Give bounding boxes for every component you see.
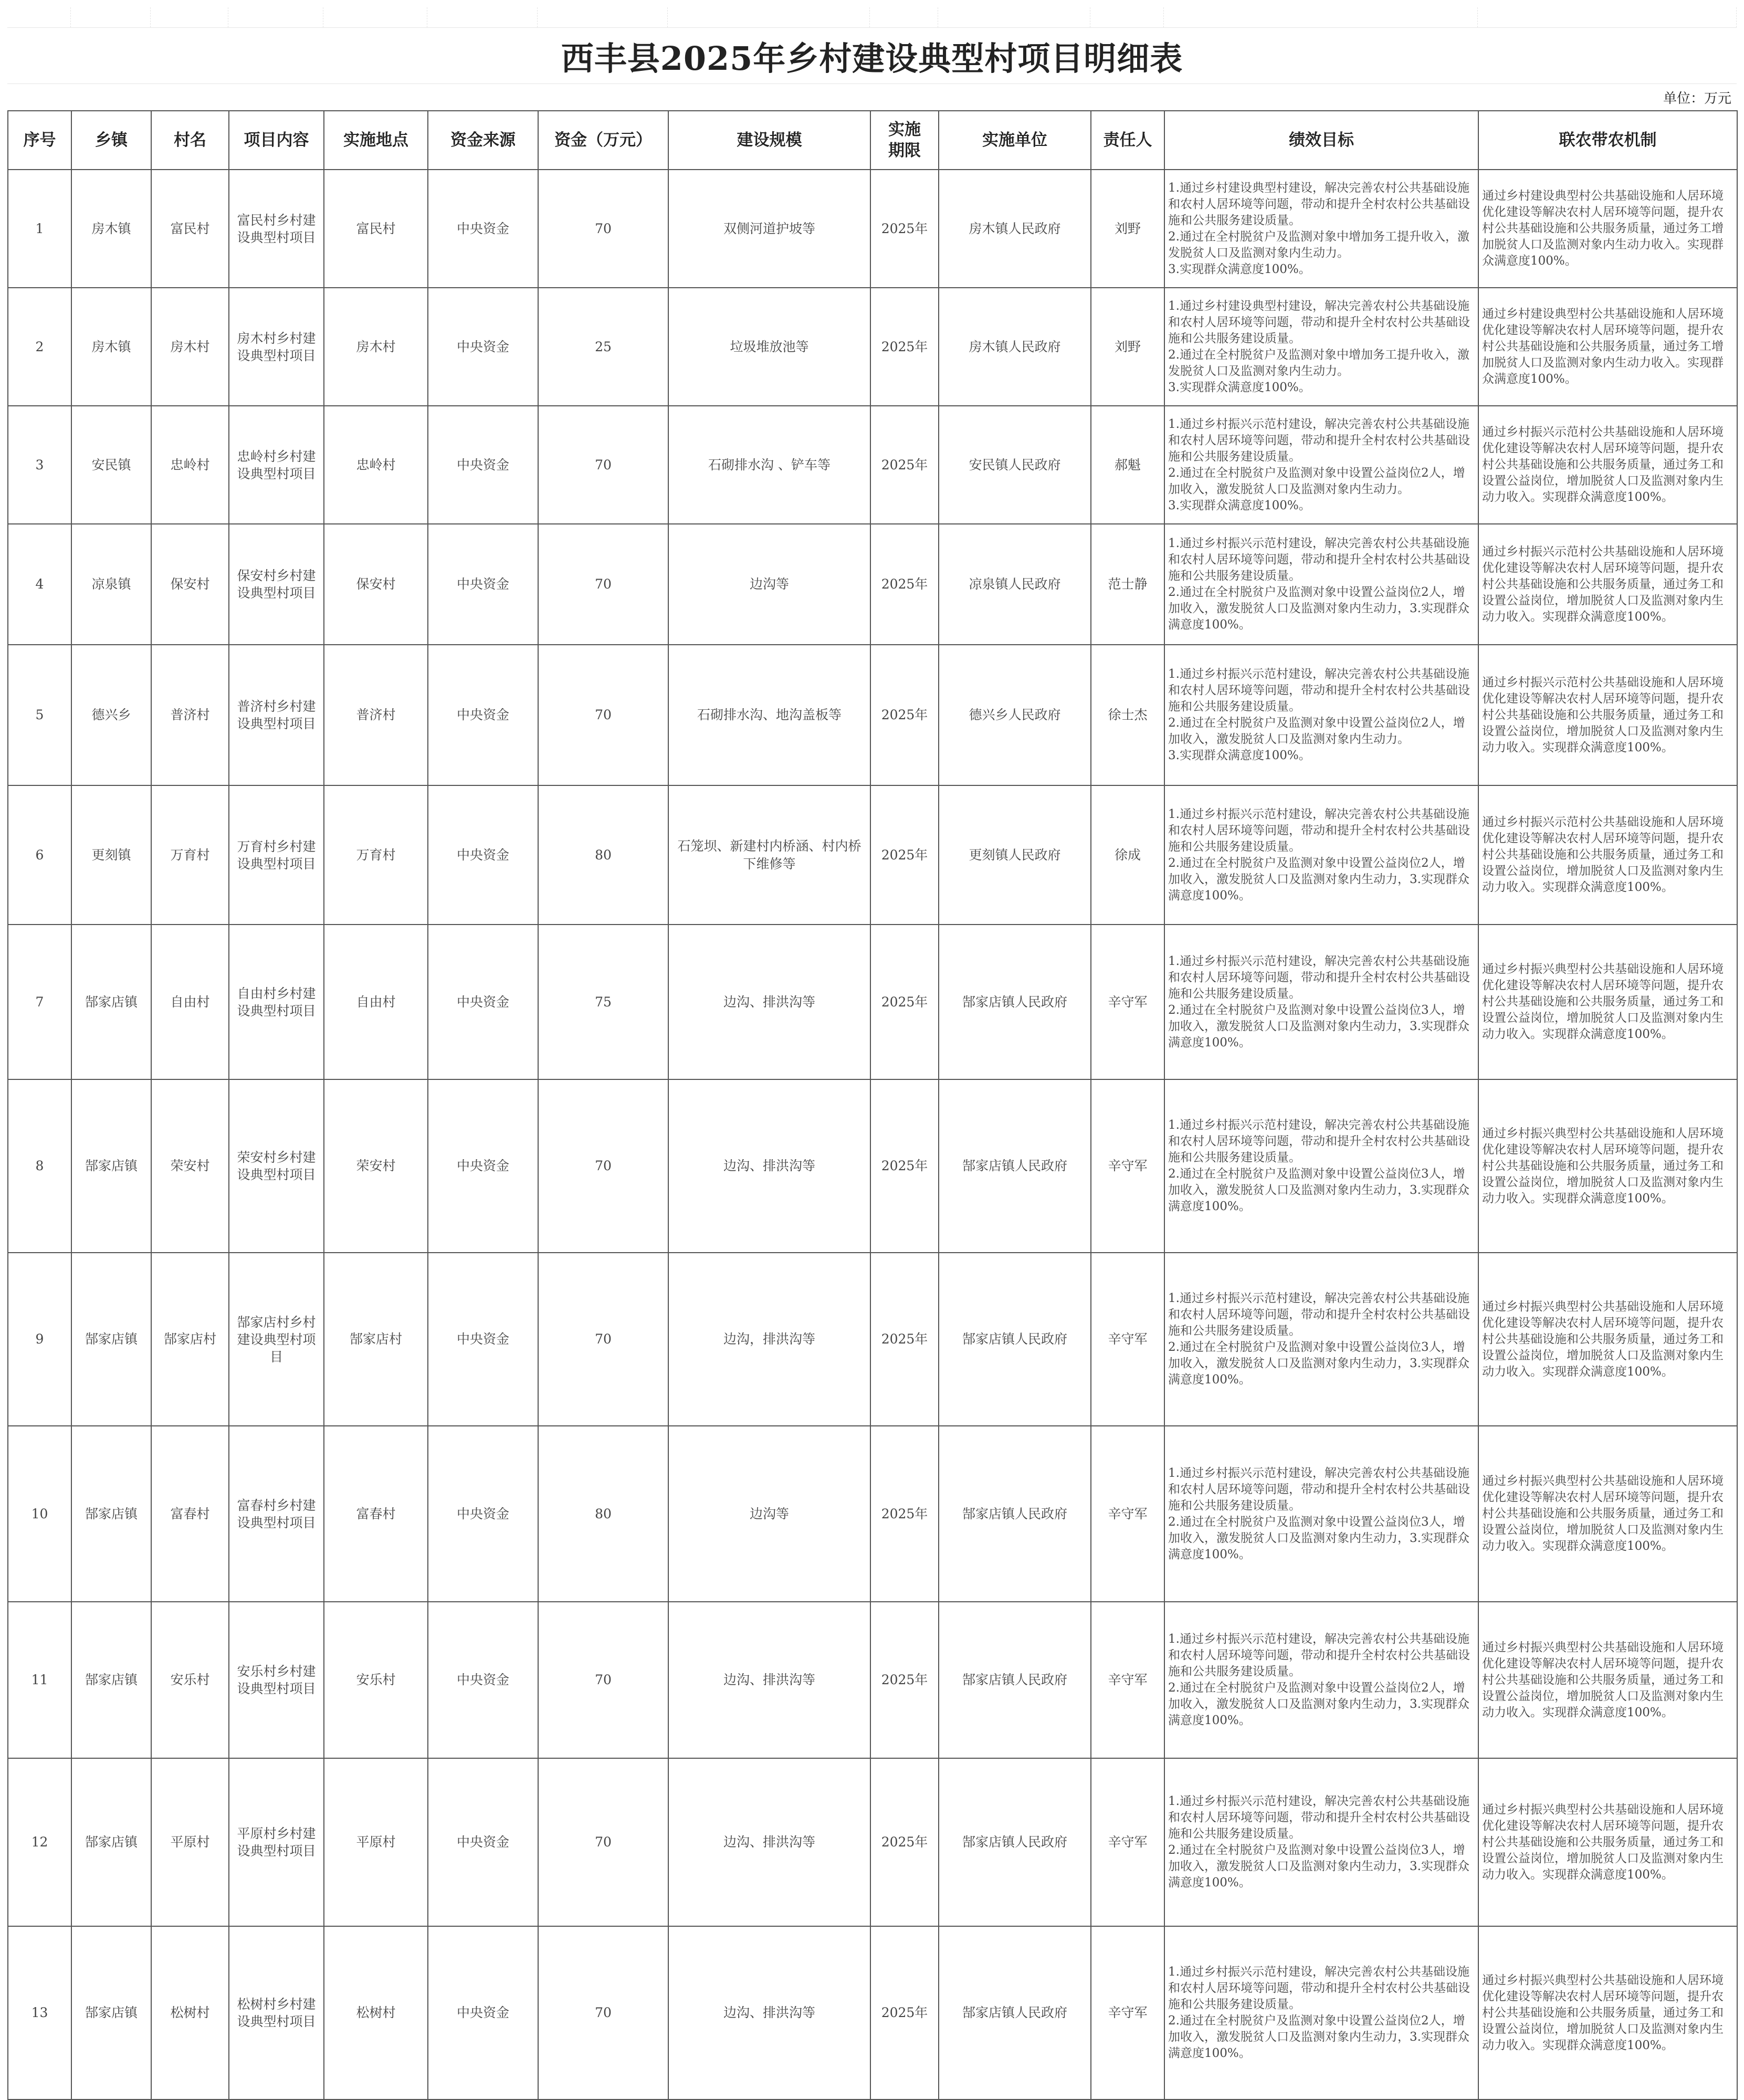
cell-scale: 石砌排水沟、地沟盖板等 xyxy=(668,645,870,785)
cell-fund-source: 中央资金 xyxy=(428,406,538,524)
cell-fund-source: 中央资金 xyxy=(428,1253,538,1426)
cell-fund-amount: 80 xyxy=(538,785,668,925)
cell-implementer: 郜家店镇人民政府 xyxy=(939,1426,1091,1602)
cell-no: 7 xyxy=(8,925,71,1079)
cell-fund-amount: 70 xyxy=(538,524,668,645)
header-project: 项目内容 xyxy=(229,111,324,170)
cell-place: 普济村 xyxy=(324,645,428,785)
header-period: 实施 期限 xyxy=(870,111,939,170)
cell-implementer: 郜家店镇人民政府 xyxy=(939,1602,1091,1758)
cell-person: 郝魁 xyxy=(1091,406,1164,524)
cell-period: 2025年 xyxy=(870,524,939,645)
cell-village: 万育村 xyxy=(151,785,229,925)
project-table xyxy=(7,110,1738,2100)
cell-village: 松树村 xyxy=(151,1926,229,2099)
cell-project: 松树村乡村建设典型村项目 xyxy=(229,1926,324,2099)
cell-implementer: 郜家店镇人民政府 xyxy=(939,925,1091,1079)
cell-project: 保安村乡村建设典型村项目 xyxy=(229,524,324,645)
cell-scale: 石笼坝、新建村内桥涵、村内桥下维修等 xyxy=(668,785,870,925)
cell-fund-amount: 70 xyxy=(538,1253,668,1426)
cell-performance-goal: 1.通过乡村振兴示范村建设，解决完善农村公共基础设施和农村人居环境等问题，带动和提升全村农村公共基础设施和公共服务建设质量。 2.通过在全村脱贫户及监测对象中设置公益岗位2人，增加收入，激发脱贫人口及监测对象内生动力，3.实现群众满意度100%。 xyxy=(1164,785,1478,925)
cell-project: 普济村乡村建设典型村项目 xyxy=(229,645,324,785)
cell-village: 保安村 xyxy=(151,524,229,645)
cell-town: 郜家店镇 xyxy=(71,1079,151,1253)
cell-scale: 垃圾堆放池等 xyxy=(668,288,870,406)
header-fund-source: 资金来源 xyxy=(428,111,538,170)
cell-town: 郜家店镇 xyxy=(71,1758,151,1926)
cell-period: 2025年 xyxy=(870,1253,939,1426)
cell-fund-source: 中央资金 xyxy=(428,1926,538,2099)
cell-village: 自由村 xyxy=(151,925,229,1079)
cell-performance-goal: 1.通过乡村建设典型村建设，解决完善农村公共基础设施和农村人居环境等问题，带动和提升全村农村公共基础设施和公共服务建设质量。 2.通过在全村脱贫户及监测对象中增加务工提升收入，激发脱贫人口及监测对象内生动力。 3.实现群众满意度100%。 xyxy=(1164,288,1478,406)
cell-implementer: 郜家店镇人民政府 xyxy=(939,1758,1091,1926)
cell-person: 辛守军 xyxy=(1091,925,1164,1079)
table-row xyxy=(8,785,1737,925)
blank-top-row xyxy=(7,7,1737,27)
cell-performance-goal: 1.通过乡村振兴示范村建设，解决完善农村公共基础设施和农村人居环境等问题，带动和提升全村农村公共基础设施和公共服务建设质量。 2.通过在全村脱贫户及监测对象中设置公益岗位3人，增加收入，激发脱贫人口及监测对象内生动力，3.实现群众满意度100%。 xyxy=(1164,1079,1478,1253)
table-row xyxy=(8,1602,1737,1758)
cell-project: 荣安村乡村建设典型村项目 xyxy=(229,1079,324,1253)
cell-farmer-link: 通过乡村振兴示范村公共基础设施和人居环境优化建设等解决农村人居环境等问题，提升农村公共基础设施和公共服务质量，通过务工和设置公益岗位，增加脱贫人口及监测对象内生动力收入。实现群众满意度100%。 xyxy=(1478,406,1737,524)
cell-town: 更刻镇 xyxy=(71,785,151,925)
cell-period: 2025年 xyxy=(870,1079,939,1253)
table-row xyxy=(8,406,1737,524)
cell-fund-amount: 70 xyxy=(538,170,668,288)
table-header-row xyxy=(8,111,1737,170)
cell-performance-goal: 1.通过乡村振兴示范村建设，解决完善农村公共基础设施和农村人居环境等问题，带动和提升全村农村公共基础设施和公共服务建设质量。 2.通过在全村脱贫户及监测对象中设置公益岗位2人，增加收入，激发脱贫人口及监测对象内生动力，3.实现群众满意度100%。 xyxy=(1164,524,1478,645)
cell-implementer: 郜家店镇人民政府 xyxy=(939,1926,1091,2099)
cell-farmer-link: 通过乡村振兴典型村公共基础设施和人居环境优化建设等解决农村人居环境等问题，提升农村公共基础设施和公共服务质量，通过务工和设置公益岗位，增加脱贫人口及监测对象内生动力收入。实现群众满意度100%。 xyxy=(1478,1426,1737,1602)
cell-farmer-link: 通过乡村振兴示范村公共基础设施和人居环境优化建设等解决农村人居环境等问题，提升农村公共基础设施和公共服务质量，通过务工和设置公益岗位，增加脱贫人口及监测对象内生动力收入。实现群众满意度100%。 xyxy=(1478,645,1737,785)
cell-no: 11 xyxy=(8,1602,71,1758)
cell-no: 5 xyxy=(8,645,71,785)
cell-fund-amount: 25 xyxy=(538,288,668,406)
cell-implementer: 安民镇人民政府 xyxy=(939,406,1091,524)
cell-fund-amount: 70 xyxy=(538,1602,668,1758)
cell-person: 辛守军 xyxy=(1091,1253,1164,1426)
cell-implementer: 房木镇人民政府 xyxy=(939,170,1091,288)
header-village: 村名 xyxy=(151,111,229,170)
table-row xyxy=(8,1758,1737,1926)
table-row xyxy=(8,288,1737,406)
cell-performance-goal: 1.通过乡村振兴示范村建设，解决完善农村公共基础设施和农村人居环境等问题，带动和提升全村农村公共基础设施和公共服务建设质量。 2.通过在全村脱贫户及监测对象中设置公益岗位2人，增加收入，激发脱贫人口及监测对象内生动力，3.实现群众满意度100%。 xyxy=(1164,1926,1478,2099)
cell-performance-goal: 1.通过乡村振兴示范村建设，解决完善农村公共基础设施和农村人居环境等问题，带动和提升全村农村公共基础设施和公共服务建设质量。 2.通过在全村脱贫户及监测对象中设置公益岗位3人，增加收入，激发脱贫人口及监测对象内生动力，3.实现群众满意度100%。 xyxy=(1164,1426,1478,1602)
cell-scale: 石砌排水沟 、铲车等 xyxy=(668,406,870,524)
cell-farmer-link: 通过乡村振兴示范村公共基础设施和人居环境优化建设等解决农村人居环境等问题，提升农村公共基础设施和公共服务质量，通过务工和设置公益岗位，增加脱贫人口及监测对象内生动力收入。实现群众满意度100%。 xyxy=(1478,785,1737,925)
header-town: 乡镇 xyxy=(71,111,151,170)
cell-person: 辛守军 xyxy=(1091,1602,1164,1758)
cell-no: 1 xyxy=(8,170,71,288)
cell-place: 富民村 xyxy=(324,170,428,288)
cell-village: 安乐村 xyxy=(151,1602,229,1758)
unit-label: 单位：万元 xyxy=(1663,91,1731,107)
cell-no: 3 xyxy=(8,406,71,524)
header-place: 实施地点 xyxy=(324,111,428,170)
cell-person: 刘野 xyxy=(1091,288,1164,406)
header-scale: 建设规模 xyxy=(668,111,870,170)
cell-implementer: 郜家店镇人民政府 xyxy=(939,1079,1091,1253)
cell-fund-amount: 80 xyxy=(538,1426,668,1602)
cell-place: 万育村 xyxy=(324,785,428,925)
cell-project: 平原村乡村建设典型村项目 xyxy=(229,1758,324,1926)
cell-person: 辛守军 xyxy=(1091,1926,1164,2099)
cell-scale: 边沟、排洪沟等 xyxy=(668,1758,870,1926)
cell-scale: 边沟等 xyxy=(668,1426,870,1602)
table-row xyxy=(8,1426,1737,1602)
cell-fund-source: 中央资金 xyxy=(428,524,538,645)
cell-place: 郜家店村 xyxy=(324,1253,428,1426)
table-row xyxy=(8,925,1737,1079)
cell-place: 保安村 xyxy=(324,524,428,645)
cell-period: 2025年 xyxy=(870,170,939,288)
cell-period: 2025年 xyxy=(870,1758,939,1926)
cell-village: 富春村 xyxy=(151,1426,229,1602)
cell-period: 2025年 xyxy=(870,785,939,925)
cell-town: 郜家店镇 xyxy=(71,1426,151,1602)
cell-fund-amount: 75 xyxy=(538,925,668,1079)
cell-no: 4 xyxy=(8,524,71,645)
cell-farmer-link: 通过乡村振兴典型村公共基础设施和人居环境优化建设等解决农村人居环境等问题，提升农村公共基础设施和公共服务质量，通过务工和设置公益岗位，增加脱贫人口及监测对象内生动力收入。实现群众满意度100%。 xyxy=(1478,1758,1737,1926)
cell-project: 自由村乡村建设典型村项目 xyxy=(229,925,324,1079)
cell-town: 安民镇 xyxy=(71,406,151,524)
cell-no: 12 xyxy=(8,1758,71,1926)
cell-town: 凉泉镇 xyxy=(71,524,151,645)
cell-town: 郜家店镇 xyxy=(71,1926,151,2099)
cell-period: 2025年 xyxy=(870,288,939,406)
cell-fund-source: 中央资金 xyxy=(428,645,538,785)
cell-scale: 边沟等 xyxy=(668,524,870,645)
cell-period: 2025年 xyxy=(870,645,939,785)
cell-no: 8 xyxy=(8,1079,71,1253)
cell-place: 自由村 xyxy=(324,925,428,1079)
cell-farmer-link: 通过乡村振兴典型村公共基础设施和人居环境优化建设等解决农村人居环境等问题，提升农村公共基础设施和公共服务质量，通过务工和设置公益岗位，增加脱贫人口及监测对象内生动力收入。实现群众满意度100%。 xyxy=(1478,1926,1737,2099)
cell-no: 13 xyxy=(8,1926,71,2099)
page-title: 西丰县2025年乡村建设典型村项目明细表 xyxy=(7,27,1737,84)
cell-place: 房木村 xyxy=(324,288,428,406)
cell-fund-amount: 70 xyxy=(538,645,668,785)
header-performance-goal: 绩效目标 xyxy=(1164,111,1478,170)
cell-no: 2 xyxy=(8,288,71,406)
cell-person: 辛守军 xyxy=(1091,1079,1164,1253)
cell-fund-amount: 70 xyxy=(538,406,668,524)
cell-fund-source: 中央资金 xyxy=(428,785,538,925)
cell-scale: 边沟、排洪沟等 xyxy=(668,925,870,1079)
cell-project: 忠岭村乡村建设典型村项目 xyxy=(229,406,324,524)
cell-village: 平原村 xyxy=(151,1758,229,1926)
cell-town: 郜家店镇 xyxy=(71,1602,151,1758)
cell-person: 范士静 xyxy=(1091,524,1164,645)
cell-place: 忠岭村 xyxy=(324,406,428,524)
cell-implementer: 房木镇人民政府 xyxy=(939,288,1091,406)
header-implementer: 实施单位 xyxy=(939,111,1091,170)
table-row xyxy=(8,1253,1737,1426)
cell-person: 徐士杰 xyxy=(1091,645,1164,785)
cell-village: 郜家店村 xyxy=(151,1253,229,1426)
cell-period: 2025年 xyxy=(870,406,939,524)
cell-village: 房木村 xyxy=(151,288,229,406)
cell-no: 10 xyxy=(8,1426,71,1602)
cell-place: 荣安村 xyxy=(324,1079,428,1253)
cell-fund-source: 中央资金 xyxy=(428,925,538,1079)
cell-farmer-link: 通过乡村建设典型村公共基础设施和人居环境优化建设等解决农村人居环境等问题，提升农村公共基础设施和公共服务质量，通过务工增加脱贫人口及监测对象内生动力收入。实现群众满意度100%。 xyxy=(1478,170,1737,288)
cell-performance-goal: 1.通过乡村振兴示范村建设，解决完善农村公共基础设施和农村人居环境等问题，带动和提升全村农村公共基础设施和公共服务建设质量。 2.通过在全村脱贫户及监测对象中设置公益岗位2人，增加收入，激发脱贫人口及监测对象内生动力，3.实现群众满意度100%。 xyxy=(1164,1602,1478,1758)
cell-performance-goal: 1.通过乡村振兴示范村建设，解决完善农村公共基础设施和农村人居环境等问题，带动和提升全村农村公共基础设施和公共服务建设质量。 2.通过在全村脱贫户及监测对象中设置公益岗位2人，增加收入，激发脱贫人口及监测对象内生动力。 3.实现群众满意度100%。 xyxy=(1164,645,1478,785)
cell-fund-source: 中央资金 xyxy=(428,1426,538,1602)
cell-fund-amount: 70 xyxy=(538,1079,668,1253)
cell-person: 辛守军 xyxy=(1091,1758,1164,1926)
cell-period: 2025年 xyxy=(870,1426,939,1602)
cell-farmer-link: 通过乡村振兴典型村公共基础设施和人居环境优化建设等解决农村人居环境等问题，提升农村公共基础设施和公共服务质量，通过务工和设置公益岗位，增加脱贫人口及监测对象内生动力收入。实现群众满意度100%。 xyxy=(1478,1602,1737,1758)
cell-scale: 边沟，排洪沟等 xyxy=(668,1253,870,1426)
cell-project: 房木村乡村建设典型村项目 xyxy=(229,288,324,406)
cell-farmer-link: 通过乡村建设典型村公共基础设施和人居环境优化建设等解决农村人居环境等问题，提升农村公共基础设施和公共服务质量，通过务工增加脱贫人口及监测对象内生动力收入。实现群众满意度100%。 xyxy=(1478,288,1737,406)
cell-fund-source: 中央资金 xyxy=(428,1758,538,1926)
cell-village: 忠岭村 xyxy=(151,406,229,524)
cell-scale: 边沟、排洪沟等 xyxy=(668,1926,870,2099)
cell-village: 普济村 xyxy=(151,645,229,785)
cell-performance-goal: 1.通过乡村振兴示范村建设，解决完善农村公共基础设施和农村人居环境等问题，带动和提升全村农村公共基础设施和公共服务建设质量。 2.通过在全村脱贫户及监测对象中设置公益岗位3人，增加收入，激发脱贫人口及监测对象内生动力，3.实现群众满意度100%。 xyxy=(1164,1758,1478,1926)
cell-place: 富春村 xyxy=(324,1426,428,1602)
cell-farmer-link: 通过乡村振兴示范村公共基础设施和人居环境优化建设等解决农村人居环境等问题，提升农村公共基础设施和公共服务质量，通过务工和设置公益岗位，增加脱贫人口及监测对象内生动力收入。实现群众满意度100%。 xyxy=(1478,524,1737,645)
table-row xyxy=(8,645,1737,785)
cell-project: 安乐村乡村建设典型村项目 xyxy=(229,1602,324,1758)
cell-farmer-link: 通过乡村振兴典型村公共基础设施和人居环境优化建设等解决农村人居环境等问题，提升农村公共基础设施和公共服务质量，通过务工和设置公益岗位，增加脱贫人口及监测对象内生动力收入。实现群众满意度100%。 xyxy=(1478,925,1737,1079)
cell-person: 徐成 xyxy=(1091,785,1164,925)
header-person: 责任人 xyxy=(1091,111,1164,170)
cell-implementer: 德兴乡人民政府 xyxy=(939,645,1091,785)
header-farmer-link: 联农带农机制 xyxy=(1478,111,1737,170)
table-row xyxy=(8,524,1737,645)
cell-fund-source: 中央资金 xyxy=(428,288,538,406)
cell-town: 郜家店镇 xyxy=(71,925,151,1079)
table-row xyxy=(8,1926,1737,2099)
cell-period: 2025年 xyxy=(870,1926,939,2099)
cell-project: 富民村乡村建设典型村项目 xyxy=(229,170,324,288)
cell-village: 富民村 xyxy=(151,170,229,288)
header-fund-amount: 资金（万元） xyxy=(538,111,668,170)
cell-project: 万育村乡村建设典型村项目 xyxy=(229,785,324,925)
cell-implementer: 郜家店镇人民政府 xyxy=(939,1253,1091,1426)
cell-no: 9 xyxy=(8,1253,71,1426)
cell-place: 松树村 xyxy=(324,1926,428,2099)
cell-scale: 边沟、排洪沟等 xyxy=(668,1079,870,1253)
cell-performance-goal: 1.通过乡村振兴示范村建设，解决完善农村公共基础设施和农村人居环境等问题，带动和提升全村农村公共基础设施和公共服务建设质量。 2.通过在全村脱贫户及监测对象中设置公益岗位3人，增加收入，激发脱贫人口及监测对象内生动力，3.实现群众满意度100%。 xyxy=(1164,925,1478,1079)
cell-town: 房木镇 xyxy=(71,288,151,406)
cell-scale: 边沟、排洪沟等 xyxy=(668,1602,870,1758)
cell-project: 郜家店村乡村建设典型村项目 xyxy=(229,1253,324,1426)
table-body xyxy=(8,170,1737,2099)
cell-farmer-link: 通过乡村振兴典型村公共基础设施和人居环境优化建设等解决农村人居环境等问题，提升农村公共基础设施和公共服务质量，通过务工和设置公益岗位，增加脱贫人口及监测对象内生动力收入。实现群众满意度100%。 xyxy=(1478,1079,1737,1253)
cell-no: 6 xyxy=(8,785,71,925)
cell-scale: 双侧河道护坡等 xyxy=(668,170,870,288)
cell-person: 辛守军 xyxy=(1091,1426,1164,1602)
cell-fund-source: 中央资金 xyxy=(428,1079,538,1253)
cell-village: 荣安村 xyxy=(151,1079,229,1253)
cell-town: 房木镇 xyxy=(71,170,151,288)
cell-implementer: 更刻镇人民政府 xyxy=(939,785,1091,925)
cell-period: 2025年 xyxy=(870,925,939,1079)
cell-period: 2025年 xyxy=(870,1602,939,1758)
cell-implementer: 凉泉镇人民政府 xyxy=(939,524,1091,645)
cell-fund-source: 中央资金 xyxy=(428,1602,538,1758)
cell-town: 德兴乡 xyxy=(71,645,151,785)
cell-performance-goal: 1.通过乡村振兴示范村建设，解决完善农村公共基础设施和农村人居环境等问题，带动和提升全村农村公共基础设施和公共服务建设质量。 2.通过在全村脱贫户及监测对象中设置公益岗位2人，增加收入，激发脱贫人口及监测对象内生动力。 3.实现群众满意度100%。 xyxy=(1164,406,1478,524)
table-row xyxy=(8,170,1737,288)
cell-place: 平原村 xyxy=(324,1758,428,1926)
cell-place: 安乐村 xyxy=(324,1602,428,1758)
cell-project: 富春村乡村建设典型村项目 xyxy=(229,1426,324,1602)
cell-person: 刘野 xyxy=(1091,170,1164,288)
cell-fund-source: 中央资金 xyxy=(428,170,538,288)
spreadsheet xyxy=(7,7,1737,2100)
cell-fund-amount: 70 xyxy=(538,1758,668,1926)
cell-performance-goal: 1.通过乡村振兴示范村建设，解决完善农村公共基础设施和农村人居环境等问题，带动和提升全村农村公共基础设施和公共服务建设质量。 2.通过在全村脱贫户及监测对象中设置公益岗位3人，增加收入，激发脱贫人口及监测对象内生动力，3.实现群众满意度100%。 xyxy=(1164,1253,1478,1426)
cell-farmer-link: 通过乡村振兴典型村公共基础设施和人居环境优化建设等解决农村人居环境等问题，提升农村公共基础设施和公共服务质量，通过务工和设置公益岗位，增加脱贫人口及监测对象内生动力收入。实现群众满意度100%。 xyxy=(1478,1253,1737,1426)
cell-fund-amount: 70 xyxy=(538,1926,668,2099)
cell-town: 郜家店镇 xyxy=(71,1253,151,1426)
cell-performance-goal: 1.通过乡村建设典型村建设，解决完善农村公共基础设施和农村人居环境等问题，带动和提升全村农村公共基础设施和公共服务建设质量。 2.通过在全村脱贫户及监测对象中增加务工提升收入，激发脱贫人口及监测对象内生动力。 3.实现群众满意度100%。 xyxy=(1164,170,1478,288)
header-no: 序号 xyxy=(8,111,71,170)
table-row xyxy=(8,1079,1737,1253)
